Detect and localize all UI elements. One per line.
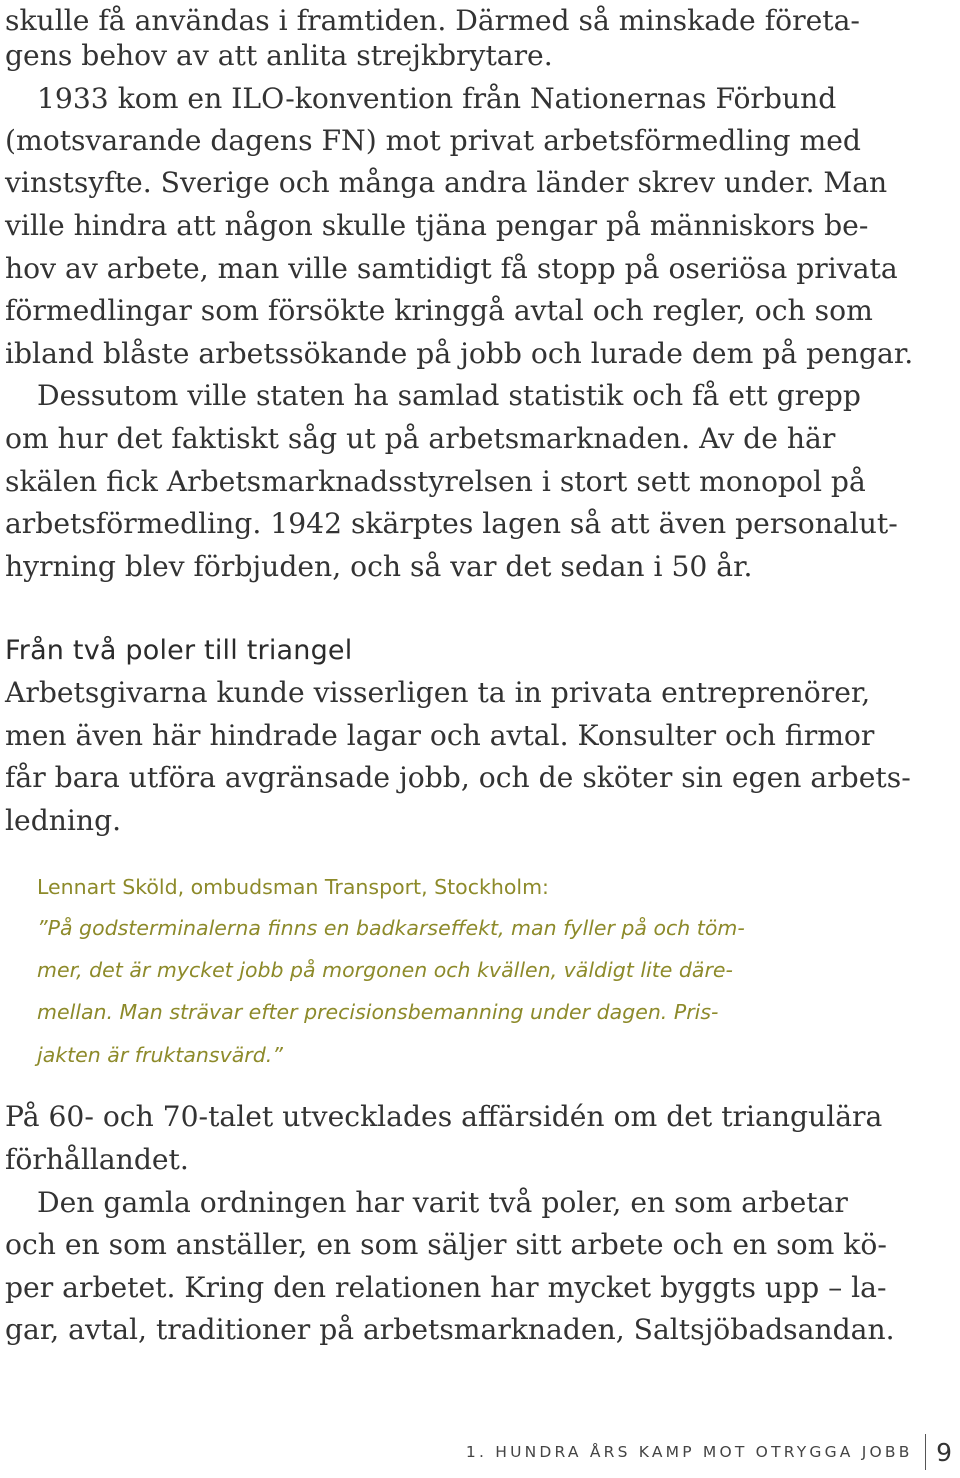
text-line: arbetsförmedling. 1942 skärptes lagen så att även personalut- bbox=[5, 507, 898, 540]
text-line: hyrning blev förbjuden, och så var det sedan i 50 år. bbox=[5, 550, 753, 583]
text-line: skälen fick Arbetsmarknadsstyrelsen i stort sett monopol på bbox=[5, 465, 866, 498]
text-line: ledning. bbox=[5, 804, 122, 837]
text-line: 1933 kom en ILO-konvention från Nationernas Förbund bbox=[37, 82, 837, 115]
quote-attribution: Lennart Sköld, ombudsman Transport, Stockholm: bbox=[37, 875, 549, 899]
text-line: får bara utföra avgränsade jobb, och de sköter sin egen arbets- bbox=[5, 761, 911, 794]
text-line: hov av arbete, man ville samtidigt få stopp på oseriösa privata bbox=[5, 252, 898, 285]
page-footer bbox=[466, 1432, 952, 1472]
section-heading: Från två poler till triangel bbox=[5, 635, 353, 666]
text-line: vinstsyfte. Sverige och många andra länder skrev under. Man bbox=[5, 166, 888, 199]
page-number: 9 bbox=[936, 1437, 952, 1467]
text-line: Den gamla ordningen har varit två poler, en som arbetar bbox=[37, 1186, 848, 1219]
quote-line: mellan. Man strävar efter precisionsbemanning under dagen. Pris- bbox=[37, 1000, 719, 1024]
quote-line: ”På godsterminalerna finns en badkarseffekt, man fyller på och töm- bbox=[37, 916, 745, 940]
text-line: skulle få användas i framtiden. Därmed så minskade företa- bbox=[5, 4, 860, 37]
text-line: (motsvarande dagens FN) mot privat arbetsförmedling med bbox=[5, 124, 861, 157]
text-line: per arbetet. Kring den relationen har mycket byggts upp – la- bbox=[5, 1271, 887, 1304]
text-line: ibland blåste arbetssökande på jobb och lurade dem på pengar. bbox=[5, 337, 914, 370]
text-line: gens behov av att anlita strejkbrytare. bbox=[5, 39, 553, 72]
text-line: om hur det faktiskt såg ut på arbetsmarknaden. Av de här bbox=[5, 422, 836, 455]
quote-line: mer, det är mycket jobb på morgonen och kvällen, väldigt lite däre- bbox=[37, 958, 733, 982]
text-line: gar, avtal, traditioner på arbetsmarknaden, Saltsjöbadsandan. bbox=[5, 1313, 895, 1346]
text-line: förhållandet. bbox=[5, 1143, 189, 1176]
text-line: ville hindra att någon skulle tjäna pengar på människors be- bbox=[5, 209, 869, 242]
text-line: förmedlingar som försökte kringgå avtal och regler, och som bbox=[5, 294, 873, 327]
text-line: men även här hindrade lagar och avtal. Konsulter och firmor bbox=[5, 719, 875, 752]
text-line: Arbetsgivarna kunde visserligen ta in privata entreprenörer, bbox=[5, 676, 871, 709]
text-line: och en som anställer, en som säljer sitt arbete och en som kö- bbox=[5, 1228, 887, 1261]
footer-divider bbox=[925, 1434, 927, 1470]
text-line: Dessutom ville staten ha samlad statistik och få ett grepp bbox=[37, 379, 861, 412]
quote-line: jakten är fruktansvärd.” bbox=[37, 1043, 283, 1067]
text-line: På 60- och 70-talet utvecklades affärsidén om det triangulära bbox=[5, 1100, 883, 1133]
running-chapter-title: 1. HUNDRA ÅRS KAMP MOT OTRYGGA JOBB bbox=[465, 1443, 913, 1461]
